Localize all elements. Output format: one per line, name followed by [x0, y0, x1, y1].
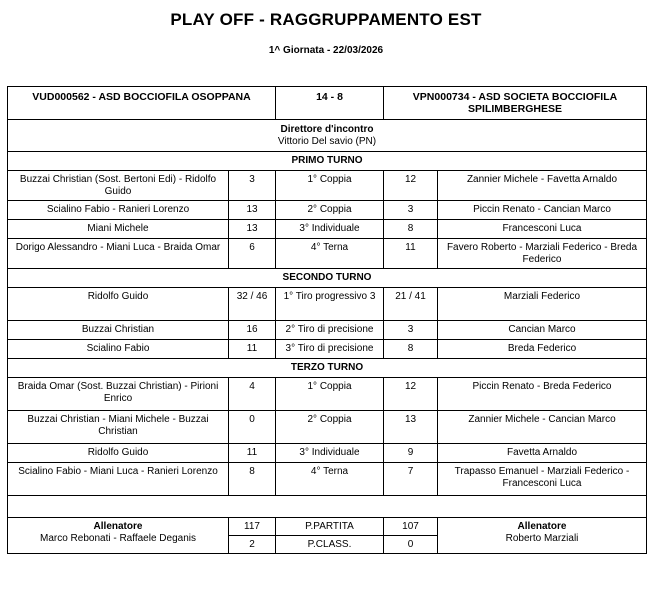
event-name: 1° Coppia: [276, 378, 384, 411]
away-score: 12: [384, 378, 438, 411]
round-title: TERZO TURNO: [8, 359, 647, 378]
p-class-away: 0: [384, 536, 438, 554]
home-score: 6: [229, 239, 276, 269]
home-players: Scialino Fabio - Miani Luca - Ranieri Lorenzo: [8, 463, 229, 496]
home-score: 13: [229, 220, 276, 239]
home-score: 32 / 46: [229, 288, 276, 321]
round-title: PRIMO TURNO: [8, 152, 647, 171]
home-players: Dorigo Alessandro - Miani Luca - Braida Omar: [8, 239, 229, 269]
game-row: [8, 411, 647, 444]
p-class-label: P.CLASS.: [276, 536, 384, 554]
game-row: [8, 220, 647, 239]
round-title: SECONDO TURNO: [8, 269, 647, 288]
home-players: Buzzai Christian - Miani Michele - Buzzai Christian: [8, 411, 229, 444]
game-row: [8, 201, 647, 220]
event-name: 2° Coppia: [276, 201, 384, 220]
spacer-row: [8, 496, 647, 518]
event-name: 3° Individuale: [276, 444, 384, 463]
event-name: 4° Terna: [276, 239, 384, 269]
home-score: 4: [229, 378, 276, 411]
away-score: 13: [384, 411, 438, 444]
away-team: VPN000734 - ASD SOCIETA BOCCIOFILA SPILIMBERGHESE: [384, 87, 647, 120]
away-players: Piccin Renato - Cancian Marco: [438, 201, 647, 220]
home-coach-name: Marco Rebonati - Raffaele Deganis: [39, 533, 196, 544]
director-row: [8, 120, 647, 152]
home-players: Ridolfo Guido: [8, 444, 229, 463]
home-coach-label: Allenatore: [93, 521, 143, 532]
home-score: 8: [229, 463, 276, 496]
game-row: [8, 239, 647, 269]
game-row: [8, 288, 647, 321]
spacer-cell: [8, 496, 647, 518]
away-score: 7: [384, 463, 438, 496]
home-players: Braida Omar (Sost. Buzzai Christian) - Pirioni Enrico: [8, 378, 229, 411]
away-coach-name: Roberto Marziali: [505, 533, 579, 544]
home-players: Scialino Fabio: [8, 340, 229, 359]
p-partita-home: 117: [229, 518, 276, 536]
home-score: 16: [229, 321, 276, 340]
away-coach-cell: [438, 518, 647, 554]
away-coach-label: Allenatore: [517, 521, 567, 532]
page-subtitle: 1^ Giornata - 22/03/2026: [268, 45, 384, 56]
away-score: 8: [384, 220, 438, 239]
event-name: 2° Coppia: [276, 411, 384, 444]
home-score: 13: [229, 201, 276, 220]
game-row: [8, 463, 647, 496]
away-players: Zannier Michele - Cancian Marco: [438, 411, 647, 444]
director-name: Vittorio Del savio (PN): [277, 136, 377, 147]
away-players: Trapasso Emanuel - Marziali Federico - Francesconi Luca: [438, 463, 647, 496]
away-score: 9: [384, 444, 438, 463]
away-players: Marziali Federico: [438, 288, 647, 321]
away-players: Piccin Renato - Breda Federico: [438, 378, 647, 411]
away-players: Favero Roberto - Marziali Federico - Breda Federico: [438, 239, 647, 269]
p-partita-label: P.PARTITA: [276, 518, 384, 536]
match-report-table: [7, 86, 647, 554]
event-name: 2° Tiro di precisione: [276, 321, 384, 340]
event-name: 1° Coppia: [276, 171, 384, 201]
game-row: [8, 378, 647, 411]
event-name: 3° Individuale: [276, 220, 384, 239]
director-cell: [8, 120, 647, 152]
event-name: 1° Tiro progressivo 3: [276, 288, 384, 321]
away-players: Favetta Arnaldo: [438, 444, 647, 463]
away-score: 11: [384, 239, 438, 269]
match-score: 14 - 8: [276, 87, 384, 120]
page-title: PLAY OFF - RAGGRUPPAMENTO EST: [170, 10, 482, 29]
home-score: 11: [229, 340, 276, 359]
away-score: 3: [384, 201, 438, 220]
game-row: [8, 340, 647, 359]
away-score: 3: [384, 321, 438, 340]
game-row: [8, 321, 647, 340]
away-players: Zannier Michele - Favetta Arnaldo: [438, 171, 647, 201]
game-row: [8, 171, 647, 201]
home-players: Scialino Fabio - Ranieri Lorenzo: [8, 201, 229, 220]
director-label: Direttore d'incontro: [280, 124, 374, 135]
round-header-row: [8, 269, 647, 288]
away-score: 12: [384, 171, 438, 201]
home-score: 11: [229, 444, 276, 463]
home-players: Miani Michele: [8, 220, 229, 239]
round-header-row: [8, 359, 647, 378]
p-class-home: 2: [229, 536, 276, 554]
home-team: VUD000562 - ASD BOCCIOFILA OSOPPANA: [8, 87, 276, 120]
home-score: 0: [229, 411, 276, 444]
away-score: 21 / 41: [384, 288, 438, 321]
game-row: [8, 444, 647, 463]
away-players: Francesconi Luca: [438, 220, 647, 239]
p-partita-away: 107: [384, 518, 438, 536]
event-name: 4° Terna: [276, 463, 384, 496]
away-players: Breda Federico: [438, 340, 647, 359]
home-players: Buzzai Christian: [8, 321, 229, 340]
home-coach-cell: [8, 518, 229, 554]
event-name: 3° Tiro di precisione: [276, 340, 384, 359]
home-players: Buzzai Christian (Sost. Bertoni Edi) - Ridolfo Guido: [8, 171, 229, 201]
footer-row-partita: [8, 518, 647, 536]
away-players: Cancian Marco: [438, 321, 647, 340]
home-players: Ridolfo Guido: [8, 288, 229, 321]
match-header-row: [8, 87, 647, 120]
home-score: 3: [229, 171, 276, 201]
round-header-row: [8, 152, 647, 171]
away-score: 8: [384, 340, 438, 359]
